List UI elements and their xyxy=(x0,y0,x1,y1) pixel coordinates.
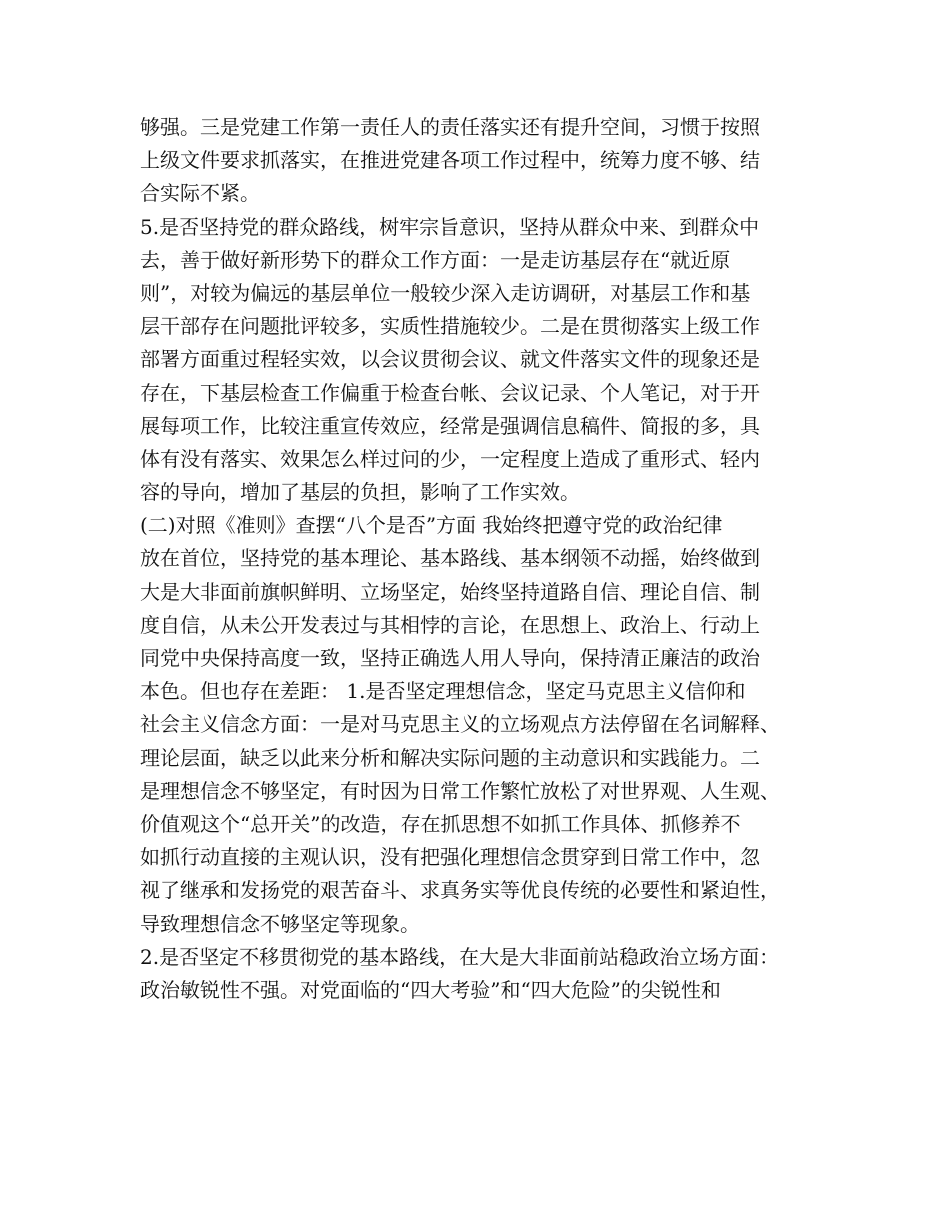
text-line: 容的导向，增加了基层的负担，影响了工作实效。 xyxy=(140,480,580,505)
text-line: 政治敏锐性不强。对党面临的“四大考验”和“四大危险”的尖锐性和 xyxy=(140,977,721,1002)
text-line: 去，善于做好新形势下的群众工作方面：一是走访基层存在“就近原 xyxy=(140,247,731,272)
text-line: 本色。但也存在差距： 1.是否坚定理想信念，坚定马克思主义信仰和 xyxy=(140,679,746,704)
text-line: 则”，对较为偏远的基层单位一般较少深入走访调研，对基层工作和基 xyxy=(140,280,751,305)
text-line: 是理想信念不够坚定，有时因为日常工作繁忙放松了对世界观、人生观、 xyxy=(140,778,780,803)
text-line: 体有没有落实、效果怎么样过问的少，一定程度上造成了重形式、轻内 xyxy=(140,446,760,471)
text-line: 同党中央保持高度一致，坚持正确选人用人导向，保持清正廉洁的政治 xyxy=(140,646,760,670)
text-line: 价值观这个“总开关”的改造，存在抓思想不如抓工作具体、抓修养不 xyxy=(140,811,741,836)
text-line: 部署方面重过程轻实效，以会议贯彻会议、就文件落实文件的现象还是 xyxy=(140,347,760,372)
text-line: 层干部存在问题批评较多，实质性措施较少。二是在贯彻落实上级工作 xyxy=(140,314,760,339)
text-line: 合实际不紧。 xyxy=(140,181,260,206)
text-line: 2.是否坚定不移贯彻党的基本路线，在大是大非面前站稳政治立场方面： xyxy=(140,944,780,969)
text-line: 如抓行动直接的主观认识，没有把强化理想信念贯穿到日常工作中，忽 xyxy=(140,845,760,870)
text-line: 5.是否坚持党的群众路线，树牢宗旨意识，坚持从群众中来、到群众中 xyxy=(140,214,760,239)
text-line: 放在首位，坚持党的基本理论、基本路线、基本纲领不动摇，始终做到 xyxy=(140,546,760,571)
text-line: 上级文件要求抓落实，在推进党建各项工作过程中，统筹力度不够、结 xyxy=(140,148,760,173)
text-line: 够强。三是党建工作第一责任人的责任落实还有提升空间，习惯于按照 xyxy=(140,115,760,139)
text-line: 导致理想信念不够坚定等现象。 xyxy=(140,911,420,936)
text-line: 展每项工作，比较注重宣传效应，经常是强调信息稿件、简报的多，具 xyxy=(140,413,760,438)
text-line: 存在，下基层检查工作偏重于检查台帐、会议记录、个人笔记，对于开 xyxy=(140,380,760,405)
text-line: 社会主义信念方面：一是对马克思主义的立场观点方法停留在名词解释、 xyxy=(140,712,780,737)
text-line: 度自信，从未公开发表过与其相悖的言论，在思想上、政治上、行动上 xyxy=(140,612,760,637)
text-line: 大是大非面前旗帜鲜明、立场坚定，始终坚持道路自信、理论自信、制 xyxy=(140,579,760,604)
body-text xyxy=(140,111,820,1007)
text-line: (二)对照《准则》查摆“八个是否”方面 我始终把遵守党的政治纪律 xyxy=(140,513,723,538)
text-line: 视了继承和发扬党的艰苦奋斗、求真务实等优良传统的必要性和紧迫性， xyxy=(140,878,780,903)
text-line: 理论层面，缺乏以此来分析和解决实际问题的主动意识和实践能力。二 xyxy=(140,745,760,770)
